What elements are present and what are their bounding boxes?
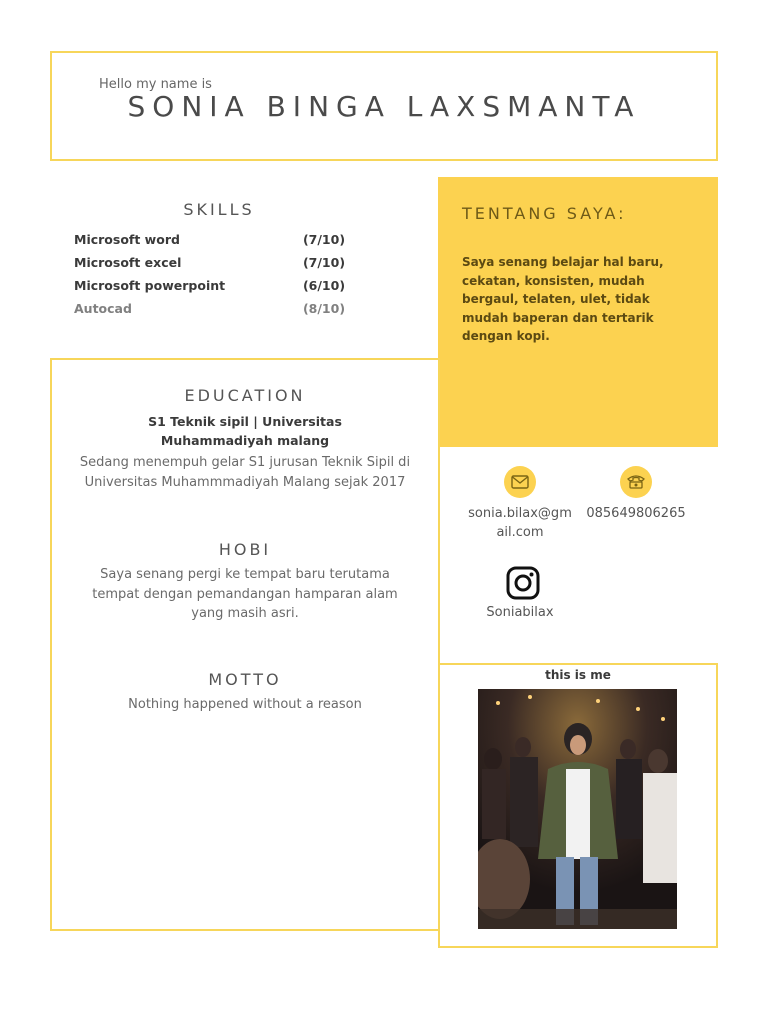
education-degree: S1 Teknik sipil | Universitas Muhammadiyah malang xyxy=(148,414,342,448)
main-content-box xyxy=(50,358,440,931)
skill-name: Autocad xyxy=(74,301,132,316)
motto-text: Nothing happened without a reason xyxy=(128,697,362,712)
instagram-icon xyxy=(506,566,540,600)
profile-photo xyxy=(478,689,677,929)
skill-level: (8/10) xyxy=(302,301,346,316)
photo-caption: this is me xyxy=(545,668,611,682)
about-me-title: TENTANG SAYA: xyxy=(462,204,627,223)
skills-title: SKILLS xyxy=(183,200,255,219)
skill-level: (6/10) xyxy=(302,278,346,293)
skill-level: (7/10) xyxy=(302,232,346,247)
phone-number[interactable]: 085649806265 xyxy=(586,506,686,521)
skill-name: Microsoft powerpoint xyxy=(74,278,226,293)
motto-title: MOTTO xyxy=(208,670,282,689)
photo-box xyxy=(438,663,718,948)
about-me-section xyxy=(438,177,718,447)
telephone-icon xyxy=(620,466,652,498)
education-description: Sedang menempuh gelar S1 jurusan Teknik Sipil di Universitas Muhammmadiyah Malang sejak 2017 xyxy=(79,455,411,490)
skill-row xyxy=(74,297,364,320)
email-text[interactable]: sonia.bilax@gm ail.com xyxy=(468,506,572,540)
about-me-text: Saya senang belajar hal baru, cekatan, konsisten, mudah bergaul, telaten, ulet, tidak mudah baperan dan tertarik dengan kopi. xyxy=(462,255,664,343)
hobby-description: Saya senang pergi ke tempat baru terutama tempat dengan pemandangan hamparan alam yang masih asri. xyxy=(92,567,398,621)
header-box xyxy=(50,51,718,161)
skill-name: Microsoft excel xyxy=(74,255,182,270)
education-title: EDUCATION xyxy=(184,386,306,405)
envelope-icon xyxy=(504,466,536,498)
greeting-text: Hello my name is xyxy=(99,77,212,92)
skill-row xyxy=(74,228,364,251)
skill-name: Microsoft word xyxy=(74,232,180,247)
full-name: SONIA BINGA LAXSMANTA xyxy=(127,90,641,123)
skills-section xyxy=(74,200,364,320)
skill-row xyxy=(74,251,364,274)
instagram-handle[interactable]: Soniabilax xyxy=(486,605,554,620)
hobby-title: HOBI xyxy=(218,540,272,559)
skill-row xyxy=(74,274,364,297)
skill-level: (7/10) xyxy=(302,255,346,270)
